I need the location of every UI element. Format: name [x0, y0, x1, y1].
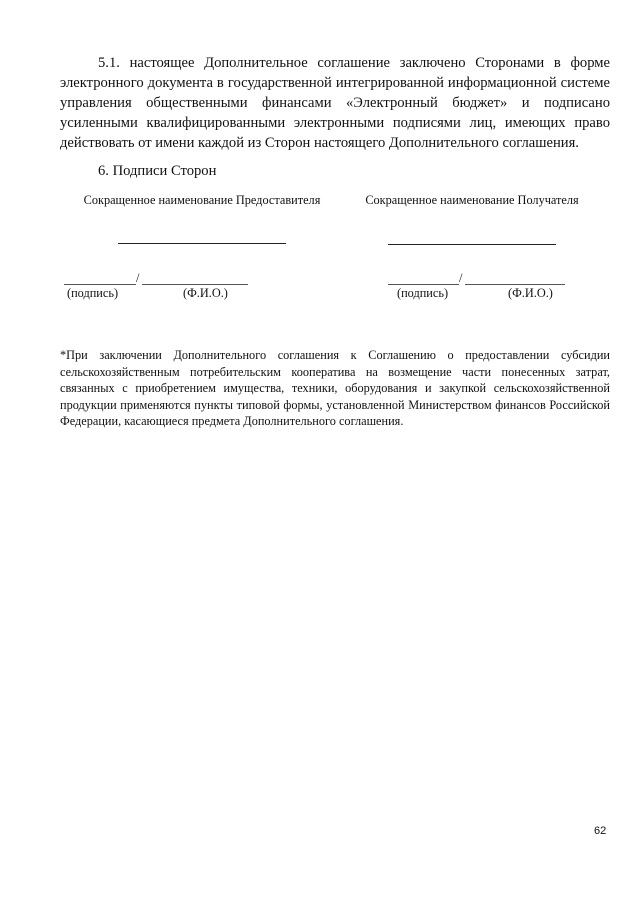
- provider-name-line: [118, 243, 286, 244]
- recipient-signature-caption: (подпись): [397, 286, 449, 300]
- provider-name-caption: (Ф.И.О.): [183, 286, 228, 300]
- page-number: 62: [594, 825, 607, 837]
- recipient-slash: /: [459, 271, 463, 285]
- recipient-signature-line: [388, 284, 459, 285]
- recipient-fio-line: [465, 284, 565, 285]
- recipient-name-caption: (Ф.И.О.): [508, 286, 553, 300]
- recipient-title: Сокращенное наименование Получателя: [365, 193, 579, 207]
- clause-5-1-paragraph: 5.1. настоящее Дополнительное соглашение заключено Сторонами в форме электронного документа в государственной интегрированной информационной системе управления общественными финансами «Электронный бюджет» и подписано усиленными квалифицированными электронными подписями лиц, имеющих право действовать от имени каждой из Сторон настоящего Дополнительного соглашения.: [60, 55, 610, 151]
- provider-fio-line: [142, 284, 248, 285]
- footnote: *При заключении Дополнительного соглашения к Соглашению о предоставлении субсидии сельскохозяйственным потребительским кооператива на возмещение части понесенных затрат, связанных с приобретением имущества, техники, оборудования и закупкой сельскохозяйственной продукции применяются пункты типовой формы, установленной Министерством финансов Российской Федерации, касающиеся предмета Дополнительного соглашения.: [60, 348, 610, 429]
- recipient-name-line: [388, 244, 556, 245]
- provider-title: Сокращенное наименование Предоставителя: [83, 193, 321, 207]
- provider-signature-line: [64, 284, 136, 285]
- provider-signature-caption: (подпись): [67, 286, 119, 300]
- section-6-heading: 6. Подписи Сторон: [98, 163, 217, 179]
- provider-slash: /: [136, 271, 140, 285]
